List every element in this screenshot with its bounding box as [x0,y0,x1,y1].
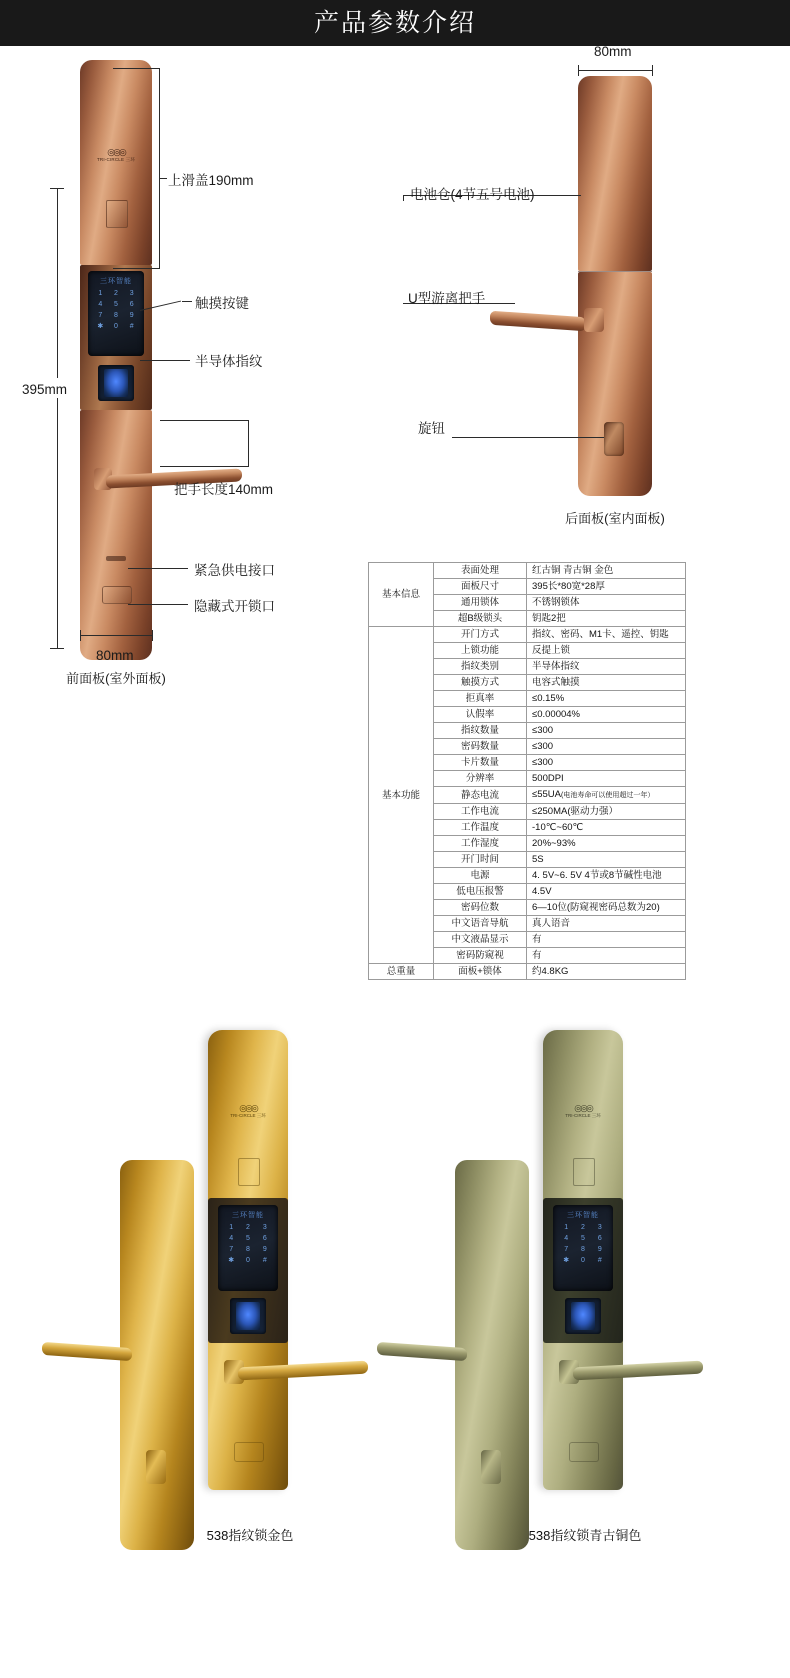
bronze-fingerprint-sensor[interactable] [565,1298,601,1334]
front-sliding-cover [80,60,152,265]
row-label: 电源 [434,868,527,884]
bronze-thumb-turn[interactable] [481,1450,501,1484]
row-label: 静态电流 [434,787,527,804]
row-value: 钥匙2把 [527,611,686,627]
row-label: 超B级锁头 [434,611,527,627]
ann-battery-label: 电池仓(4节五号电池) [410,187,535,202]
row-value: 395长*80宽*28厚 [527,579,686,595]
front-lower-plate [80,410,152,660]
row-value: 4. 5V~6. 5V 4节或8节碱性电池 [527,868,686,884]
dim-width-tick-left [80,630,81,641]
dim-width-tick-right [152,630,153,641]
ann-fp-label: 半导体指纹 [195,354,263,369]
thumb-turn-knob[interactable] [604,422,624,456]
row-value: 红古铜 青古铜 金色 [527,563,686,579]
back-lower-section [578,272,652,496]
row-value: 不锈钢锁体 [527,595,686,611]
gold-screen-section [208,1198,288,1343]
front-view-caption: 前面板(室外面板) [66,671,166,686]
back-dim-width-label: 80mm [594,44,632,59]
row-label: 中文语音导航 [434,916,527,932]
bronze-keypad-screen: 三环智能 1 2 3 4 5 6 7 8 9 ✱ 0 # [553,1205,613,1291]
row-label: 低电压报警 [434,884,527,900]
row-label: 开门时间 [434,852,527,868]
row-label: 认假率 [434,707,527,723]
keypad-screen: 三环智能 1 2 3 4 5 6 7 8 9 ✱ 0 # [88,271,144,356]
bronze-keyhole-cover [569,1442,599,1462]
row-label: 密码位数 [434,900,527,916]
dim-height-line-lower [57,398,58,648]
spec-table [368,562,686,980]
dim-height-tick-bottom [50,648,64,649]
page-header [0,0,790,46]
ann-keyhole-line [128,604,188,605]
dim-height-tick-top [50,188,64,189]
row-label: 触摸方式 [434,675,527,691]
row-value: 500DPI [527,771,686,787]
group-label: 基本功能 [369,627,434,964]
row-value: 电容式触摸 [527,675,686,691]
gold-back-handle[interactable] [42,1342,132,1361]
row-value: 真人语音 [527,916,686,932]
ann-cover-stub [159,178,167,179]
row-label: 上锁功能 [434,643,527,659]
bronze-back-handle[interactable] [377,1342,467,1361]
ann-touch-stub [182,301,192,302]
row-label: 拒真率 [434,691,527,707]
ann-cover-vline [159,68,160,268]
row-label: 面板+锁体 [434,964,527,980]
ann-handle-vline [248,420,249,466]
row-label: 开门方式 [434,627,527,643]
gold-thumb-turn[interactable] [146,1450,166,1484]
back-dim-width-line [578,70,652,71]
row-value: 半导体指纹 [527,659,686,675]
gold-brand-logo: ◎◎◎ TRI-CIRCLE 三环 [230,1103,266,1118]
bronze-product-caption: 538指纹锁青古铜色 [528,1528,642,1543]
brand-logo: ◎◎◎ TRI-CIRCLE 三环 [96,147,136,162]
table-row [369,627,686,643]
ann-cover-label: 上滑盖190mm [168,173,254,188]
ann-uhandle-label: U型游离把手 [408,291,486,306]
ann-keyhole-label: 隐藏式开锁口 [194,599,275,614]
bronze-back-panel [455,1160,529,1550]
group-label: 总重量 [369,964,434,980]
back-door-handle[interactable] [490,311,586,332]
row-value: ≤0.00004% [527,707,686,723]
table-row [369,563,686,579]
row-label: 工作温度 [434,820,527,836]
ann-power-line [128,568,188,569]
row-label: 指纹数量 [434,723,527,739]
ann-power-label: 紧急供电接口 [194,563,275,578]
row-value: 6—10位(防窥视密码总数为20) [527,900,686,916]
ann-touch-label: 触摸按键 [195,296,249,311]
bronze-front-panel [543,1030,623,1490]
row-value: ≤0.15% [527,691,686,707]
back-panel-drawing [578,76,652,496]
card-reader-icon [106,200,128,228]
ann-knob-label: 旋钮 [418,421,445,436]
row-value: 指纹、密码、M1卡、遥控、钥匙 [527,627,686,643]
bronze-card-icon [573,1158,595,1186]
row-label: 面板尺寸 [434,579,527,595]
row-label: 中文液晶显示 [434,932,527,948]
hidden-keyhole-cover [102,586,132,604]
row-value-main: ≤55UA [532,789,561,800]
gold-keypad-screen: 三环智能 1 2 3 4 5 6 7 8 9 ✱ 0 # [218,1205,278,1291]
gold-keypad[interactable]: 1 2 3 4 5 6 7 8 9 ✱ 0 # [228,1223,267,1265]
ann-fp-line [140,360,190,361]
row-label: 通用锁体 [434,595,527,611]
bronze-front-handle[interactable] [573,1361,703,1381]
gold-product-caption: 538指纹锁金色 [206,1528,294,1543]
row-value: ≤300 [527,739,686,755]
bronze-keypad[interactable]: 1 2 3 4 5 6 7 8 9 ✱ 0 # [563,1223,602,1265]
back-dim-tick-right [652,65,653,76]
row-value [527,787,686,804]
dim-width-line [80,635,152,636]
bronze-screen-section [543,1198,623,1343]
row-label: 表面处理 [434,563,527,579]
group-label: 基本信息 [369,563,434,627]
bronze-brand-logo: ◎◎◎ TRI-CIRCLE 三环 [565,1103,601,1118]
row-label: 密码防窥视 [434,948,527,964]
row-value: 反提上锁 [527,643,686,659]
row-value: 20%~93% [527,836,686,852]
row-value: 5S [527,852,686,868]
product-photo-bronze [455,1030,715,1550]
ann-handle-label: 把手长度140mm [174,482,274,497]
ann-knob-line [452,437,604,438]
gold-fingerprint-sensor[interactable] [230,1298,266,1334]
page-title: 产品参数介绍 [313,9,476,37]
row-label: 工作电流 [434,804,527,820]
row-value: ≤300 [527,723,686,739]
back-dim-tick-left [578,65,579,76]
row-value: ≤250MA(驱动力强） [527,804,686,820]
back-view-caption: 后面板(室内面板) [565,511,665,526]
gold-front-panel [208,1030,288,1490]
ann-cover-bottom [113,268,160,269]
fingerprint-sensor[interactable] [98,365,134,401]
dim-height-line-upper [57,188,58,378]
dim-height-label: 395mm [22,382,68,397]
gold-keyhole-cover [234,1442,264,1462]
row-value: 有 [527,948,686,964]
row-value: 4.5V [527,884,686,900]
row-value: ≤300 [527,755,686,771]
row-label: 工作湿度 [434,836,527,852]
row-value: -10℃~60℃ [527,820,686,836]
product-photo-gold [120,1030,380,1550]
table-row [369,964,686,980]
row-value-note: (电池寿命可以使用超过一年） [560,792,655,799]
row-value: 有 [527,932,686,948]
emergency-power-port [106,556,126,561]
ann-battery-tick [403,195,404,201]
row-label: 分辨率 [434,771,527,787]
back-battery-section [578,76,652,271]
ann-handle-bottom [160,466,249,467]
gold-back-panel [120,1160,194,1550]
row-label: 密码数量 [434,739,527,755]
gold-front-handle[interactable] [238,1361,368,1381]
front-screen-section [80,265,152,410]
dim-width-label: 80mm [96,648,134,663]
row-value: 约4.8KG [527,964,686,980]
ann-handle-top [160,420,249,421]
row-label: 卡片数量 [434,755,527,771]
row-label: 指纹类别 [434,659,527,675]
keypad[interactable]: 1 2 3 4 5 6 7 8 9 ✱ 0 # [97,289,134,330]
back-handle-base [584,308,604,332]
gold-card-icon [238,1158,260,1186]
ann-cover-top [113,68,160,69]
